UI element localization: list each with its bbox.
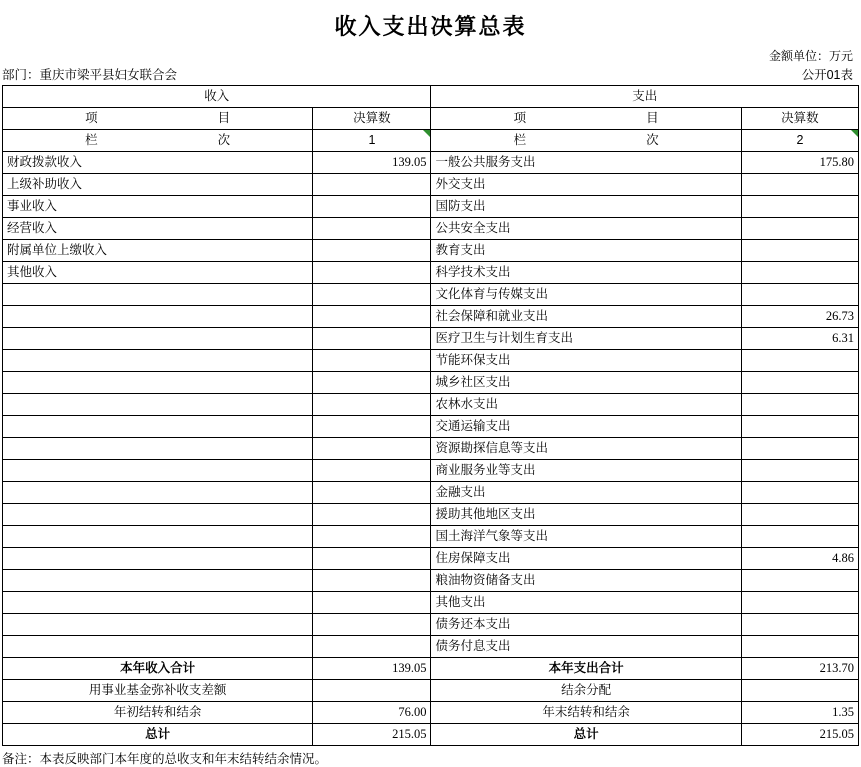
table-column-header-row <box>3 108 859 130</box>
table-row <box>3 284 859 306</box>
income-amount-cell <box>313 526 431 548</box>
expense-item-cell: 债务还本支出 <box>431 614 741 636</box>
income-amount-cell <box>313 306 431 328</box>
income-item-cell <box>3 482 313 504</box>
income-amount-cell <box>313 372 431 394</box>
summary-income-value <box>313 680 431 702</box>
table-row <box>3 416 859 438</box>
expense-amount-cell <box>741 240 858 262</box>
table-row <box>3 174 859 196</box>
expense-item-cell: 商业服务业等支出 <box>431 460 741 482</box>
expense-item-cell: 国土海洋气象等支出 <box>431 526 741 548</box>
expense-item-cell: 债务付息支出 <box>431 636 741 658</box>
table-row <box>3 460 859 482</box>
expense-group-header: 支出 <box>431 86 859 108</box>
expense-amount-cell <box>741 218 858 240</box>
income-amount-cell: 139.05 <box>313 152 431 174</box>
table-row <box>3 262 859 284</box>
income-item-cell <box>3 328 313 350</box>
summary-expense-value <box>741 680 858 702</box>
income-amount-header: 决算数 <box>313 108 431 130</box>
summary-row <box>3 702 859 724</box>
table-row <box>3 218 859 240</box>
table-row <box>3 526 859 548</box>
expense-item-cell: 社会保障和就业支出 <box>431 306 741 328</box>
table-row <box>3 548 859 570</box>
income-item-cell: 附属单位上缴收入 <box>3 240 313 262</box>
expense-amount-cell <box>741 482 858 504</box>
expense-item-cell: 国防支出 <box>431 196 741 218</box>
expense-amount-cell: 175.80 <box>741 152 858 174</box>
income-amount-cell <box>313 328 431 350</box>
summary-row <box>3 658 859 680</box>
expense-item-cell: 外交支出 <box>431 174 741 196</box>
table-row <box>3 592 859 614</box>
income-item-cell <box>3 592 313 614</box>
income-item-cell <box>3 526 313 548</box>
summary-expense-label: 总计 <box>431 724 741 746</box>
income-amount-cell <box>313 394 431 416</box>
income-amount-cell <box>313 196 431 218</box>
income-column-label: 栏 次 <box>3 130 313 152</box>
table-row <box>3 636 859 658</box>
expense-amount-cell <box>741 636 858 658</box>
income-item-cell <box>3 350 313 372</box>
expense-item-cell: 教育支出 <box>431 240 741 262</box>
income-item-cell <box>3 570 313 592</box>
expense-amount-cell <box>741 570 858 592</box>
expense-item-cell: 城乡社区支出 <box>431 372 741 394</box>
expense-column-number: 2 <box>741 130 858 152</box>
income-amount-cell <box>313 482 431 504</box>
summary-expense-value: 213.70 <box>741 658 858 680</box>
income-item-cell: 财政拨款收入 <box>3 152 313 174</box>
expense-amount-cell <box>741 350 858 372</box>
income-item-cell <box>3 372 313 394</box>
expense-item-cell: 节能环保支出 <box>431 350 741 372</box>
summary-income-value: 76.00 <box>313 702 431 724</box>
form-code: 公开01表 <box>801 68 853 82</box>
expense-amount-cell <box>741 196 858 218</box>
income-amount-cell <box>313 548 431 570</box>
income-item-cell: 上级补助收入 <box>3 174 313 196</box>
expense-amount-cell <box>741 284 858 306</box>
income-amount-cell <box>313 614 431 636</box>
table-column-number-row <box>3 130 859 152</box>
income-item-cell <box>3 284 313 306</box>
expense-amount-cell <box>741 592 858 614</box>
income-item-cell: 事业收入 <box>3 196 313 218</box>
expense-amount-cell: 6.31 <box>741 328 858 350</box>
table-row <box>3 394 859 416</box>
income-amount-cell <box>313 438 431 460</box>
summary-income-value: 215.05 <box>313 724 431 746</box>
table-row <box>3 482 859 504</box>
summary-expense-label: 年末结转和结余 <box>431 702 741 724</box>
expense-amount-cell <box>741 394 858 416</box>
unit-note-row <box>0 47 861 65</box>
page-title: 收入支出决算总表 <box>334 14 527 39</box>
expense-amount-cell <box>741 614 858 636</box>
income-amount-cell <box>313 174 431 196</box>
income-amount-cell <box>313 284 431 306</box>
table-row <box>3 614 859 636</box>
expense-item-header: 项 目 <box>431 108 741 130</box>
income-item-cell <box>3 636 313 658</box>
expense-item-cell: 资源勘探信息等支出 <box>431 438 741 460</box>
expense-item-cell: 住房保障支出 <box>431 548 741 570</box>
table-body <box>3 152 859 658</box>
footnote: 备注：本表反映部门本年度的总收支和年末结转结余情况。 <box>2 752 328 766</box>
table-row <box>3 152 859 174</box>
summary-expense-label: 本年支出合计 <box>431 658 741 680</box>
income-amount-cell <box>313 504 431 526</box>
expense-item-cell: 文化体育与传媒支出 <box>431 284 741 306</box>
summary-expense-value: 1.35 <box>741 702 858 724</box>
table-group-header-row <box>3 86 859 108</box>
summary-income-label: 用事业基金弥补收支差额 <box>3 680 313 702</box>
table-row <box>3 438 859 460</box>
table-row <box>3 196 859 218</box>
income-amount-cell <box>313 262 431 284</box>
income-item-cell <box>3 394 313 416</box>
expense-amount-header: 决算数 <box>741 108 858 130</box>
table-row <box>3 240 859 262</box>
expense-amount-cell: 26.73 <box>741 306 858 328</box>
expense-item-cell: 粮油物资储备支出 <box>431 570 741 592</box>
expense-amount-cell <box>741 372 858 394</box>
income-item-cell <box>3 438 313 460</box>
income-column-number: 1 <box>313 130 431 152</box>
expense-item-cell: 医疗卫生与计划生育支出 <box>431 328 741 350</box>
income-amount-cell <box>313 350 431 372</box>
summary-income-value: 139.05 <box>313 658 431 680</box>
expense-item-cell: 公共安全支出 <box>431 218 741 240</box>
department-row <box>0 65 861 85</box>
expense-amount-cell: 4.86 <box>741 548 858 570</box>
summary-income-label: 本年收入合计 <box>3 658 313 680</box>
summary-row <box>3 680 859 702</box>
expense-amount-cell <box>741 460 858 482</box>
income-amount-cell <box>313 636 431 658</box>
table-row <box>3 372 859 394</box>
table-row <box>3 504 859 526</box>
income-item-cell <box>3 306 313 328</box>
expense-amount-cell <box>741 438 858 460</box>
expense-item-cell: 金融支出 <box>431 482 741 504</box>
expense-column-label: 栏 次 <box>431 130 741 152</box>
expense-amount-cell <box>741 526 858 548</box>
expense-item-cell: 科学技术支出 <box>431 262 741 284</box>
income-item-cell <box>3 614 313 636</box>
table-row <box>3 350 859 372</box>
summary-income-label: 年初结转和结余 <box>3 702 313 724</box>
income-amount-cell <box>313 570 431 592</box>
table-row <box>3 328 859 350</box>
expense-item-cell: 农林水支出 <box>431 394 741 416</box>
income-amount-cell <box>313 592 431 614</box>
income-amount-cell <box>313 460 431 482</box>
income-amount-cell <box>313 240 431 262</box>
expense-amount-cell <box>741 416 858 438</box>
budget-table <box>2 85 859 746</box>
table-row <box>3 306 859 328</box>
summary-income-label: 总计 <box>3 724 313 746</box>
income-amount-cell <box>313 416 431 438</box>
income-group-header: 收入 <box>3 86 431 108</box>
table-summary <box>3 658 859 746</box>
expense-amount-cell <box>741 174 858 196</box>
department-name: 部门：重庆市梁平县妇女联合会 <box>2 68 178 82</box>
income-item-cell <box>3 548 313 570</box>
amount-unit-note: 金额单位：万元 <box>768 49 853 63</box>
income-item-cell <box>3 416 313 438</box>
expense-item-cell: 援助其他地区支出 <box>431 504 741 526</box>
summary-expense-label: 结余分配 <box>431 680 741 702</box>
expense-item-cell: 交通运输支出 <box>431 416 741 438</box>
summary-row <box>3 724 859 746</box>
income-item-header: 项 目 <box>3 108 313 130</box>
income-item-cell: 其他收入 <box>3 262 313 284</box>
summary-expense-value: 215.05 <box>741 724 858 746</box>
income-item-cell: 经营收入 <box>3 218 313 240</box>
income-item-cell <box>3 460 313 482</box>
expense-item-cell: 一般公共服务支出 <box>431 152 741 174</box>
expense-item-cell: 其他支出 <box>431 592 741 614</box>
income-amount-cell <box>313 218 431 240</box>
expense-amount-cell <box>741 504 858 526</box>
expense-amount-cell <box>741 262 858 284</box>
income-item-cell <box>3 504 313 526</box>
table-row <box>3 570 859 592</box>
